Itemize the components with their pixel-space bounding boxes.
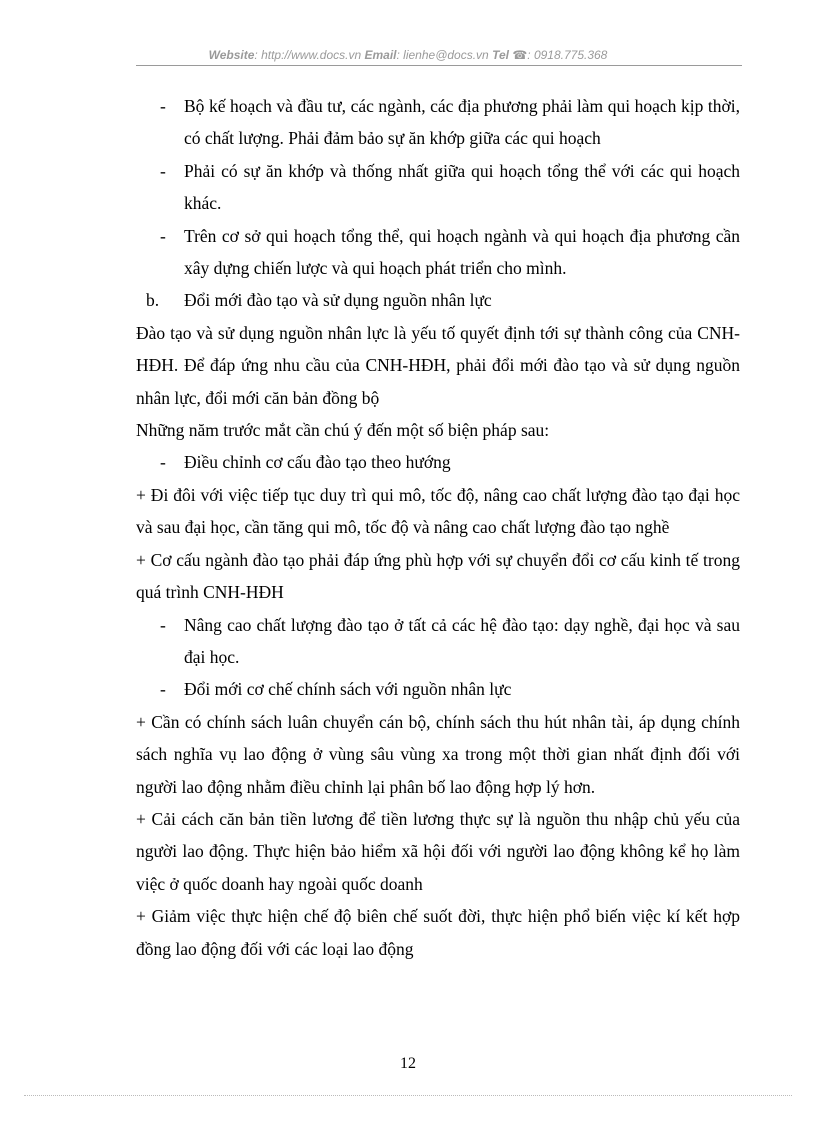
document-body <box>136 90 740 965</box>
bullet-text: Nâng cao chất lượng đào tạo ở tất cả các hệ đào tạo: dạy nghề, đại học và sau đại học. <box>184 614 740 667</box>
bullet-item <box>136 673 740 705</box>
bullet-item <box>136 609 740 674</box>
page-number: 12 <box>400 1055 416 1072</box>
subsection-heading <box>136 284 740 316</box>
website-value: : http://www.docs.vn <box>254 48 362 62</box>
paragraph: + Cần có chính sách luân chuyển cán bộ, chính sách thu hút nhân tài, áp dụng chính sách nghĩa vụ lao động ở vùng sâu vùng xa trong một thời gian nhất định đối với người lao động nhằm điều chỉnh lại phân bố lao động hợp lý hơn. <box>136 711 740 797</box>
bullet-item <box>136 155 740 220</box>
bullet-text: Phải có sự ăn khớp và thống nhất giữa qui hoạch tổng thể với các qui hoạch khác. <box>184 160 740 214</box>
paragraph: + Giảm việc thực hiện chế độ biên chế suốt đời, thực hiện phổ biến việc kí kết hợp đồng lao động đối với các loại lao động <box>136 906 740 959</box>
bullet-text: Trên cơ sở qui hoạch tổng thể, qui hoạch ngành và qui hoạch địa phương cần xây dựng chiến lược và qui hoạch phát triển cho mình. <box>184 225 740 279</box>
bullet-item <box>136 220 740 285</box>
bullet-text: Điều chỉnh cơ cấu đào tạo theo hướng <box>184 452 451 473</box>
bullet-text: Bộ kế hoạch và đầu tư, các ngành, các địa phương phải làm qui hoạch kịp thời, có chất lượng. Phải đảm bảo sự ăn khớp giữa các qui hoạch <box>184 96 740 149</box>
paragraph: + Cơ cấu ngành đào tạo phải đáp ứng phù hợp với sự chuyển đổi cơ cấu kinh tế trong quá trình CNH-HĐH <box>136 549 740 603</box>
tel-label: Tel <box>492 48 509 62</box>
bullet-dash: - <box>160 679 166 700</box>
tel-value: : 0918.775.368 <box>527 48 608 62</box>
bullet-dash: - <box>160 452 166 473</box>
page-header <box>0 48 816 62</box>
paragraph: Đào tạo và sử dụng nguồn nhân lực là yếu tố quyết định tới sự thành công của CNH-HĐH. Để đáp ứng nhu cầu của CNH-HĐH, phải đổi mới đào tạo và sử dụng nguồn nhân lực, đổi mới căn bản đồng bộ <box>136 322 740 408</box>
paragraph: + Đi đôi với việc tiếp tục duy trì qui mô, tốc độ, nâng cao chất lượng đào tạo đại học và sau đại học, cần tăng qui mô, tốc độ và nâng cao chất lượng đào tạo nghề <box>136 484 740 538</box>
footer-divider <box>24 1095 792 1096</box>
bullet-item <box>136 90 740 155</box>
header-divider <box>136 65 742 66</box>
phone-icon: ☎ <box>512 48 528 62</box>
paragraph: + Cải cách căn bản tiền lương để tiền lương thực sự là nguồn thu nhập chủ yếu của người lao động. Thực hiện bảo hiểm xã hội đối với người lao động không kể họ làm việc ở quốc doanh hay ngoài quốc doanh <box>136 808 740 894</box>
email-value: : lienhe@docs.vn <box>396 48 489 62</box>
bullet-dash: - <box>160 160 166 181</box>
bullet-item <box>136 446 740 478</box>
email-label: Email <box>364 48 397 62</box>
bullet-text: Đổi mới cơ chế chính sách với nguồn nhân lực <box>184 679 512 700</box>
subsection-label: b. <box>146 290 160 311</box>
bullet-dash: - <box>160 96 166 116</box>
bullet-dash: - <box>160 225 166 246</box>
subsection-title: Đổi mới đào tạo và sử dụng nguồn nhân lực <box>184 290 492 311</box>
website-label: Website <box>208 48 255 62</box>
bullet-dash: - <box>160 614 166 635</box>
paragraph: Những năm trước mắt cần chú ý đến một số biện pháp sau: <box>136 420 550 441</box>
